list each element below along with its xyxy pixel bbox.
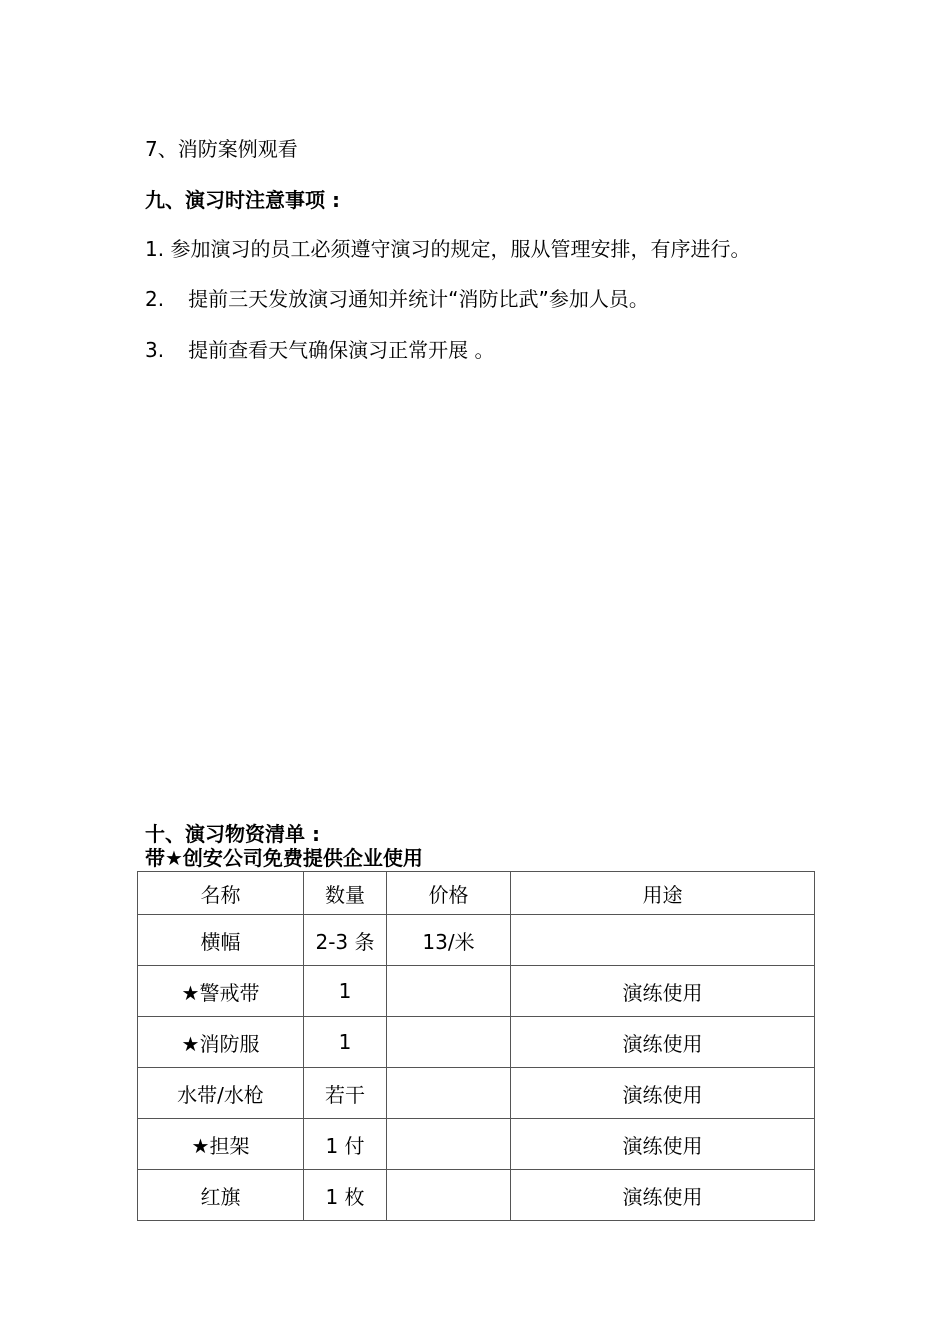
cell-name: 横幅 [138, 915, 304, 966]
cell-quantity: 2-3 条 [304, 915, 387, 966]
table-row [138, 966, 815, 1017]
cell-price [387, 966, 511, 1017]
cell-price [387, 1170, 511, 1221]
cell-usage: 演练使用 [511, 1068, 815, 1119]
header-price: 价格 [387, 872, 511, 915]
cell-usage: 演练使用 [511, 1170, 815, 1221]
table-header-row [138, 872, 815, 915]
header-name: 名称 [138, 872, 304, 915]
header-usage: 用途 [511, 872, 815, 915]
cell-usage: 演练使用 [511, 1017, 815, 1068]
note-number: 1. [145, 237, 165, 261]
note-number: 2. [145, 287, 165, 311]
cell-price: 13/米 [387, 915, 511, 966]
table-row [138, 1017, 815, 1068]
cell-name: ★担架 [138, 1119, 304, 1170]
cell-quantity: 若干 [304, 1068, 387, 1119]
note-text: 提前查看天气确保演习正常开展 。 [188, 338, 495, 362]
cell-name: 红旗 [138, 1170, 304, 1221]
cell-quantity: 1 枚 [304, 1170, 387, 1221]
cell-quantity: 1 付 [304, 1119, 387, 1170]
note-item-2 [145, 287, 649, 311]
section-heading-notes: 九、演习时注意事项 : [145, 188, 340, 212]
list-item-7: 7、消防案例观看 [145, 137, 298, 161]
note-text: 提前三天发放演习通知并统计“消防比武”参加人员。 [188, 287, 649, 311]
materials-table [137, 871, 815, 1221]
materials-subheading: 带★创安公司免费提供企业使用 [145, 846, 423, 870]
cell-name: ★警戒带 [138, 966, 304, 1017]
cell-quantity: 1 [304, 966, 387, 1017]
note-text: 参加演习的员工必须遵守演习的规定，服从管理安排，有序进行。 [170, 237, 751, 261]
cell-price [387, 1068, 511, 1119]
table-row [138, 1068, 815, 1119]
cell-price [387, 1119, 511, 1170]
table-row [138, 1119, 815, 1170]
cell-name: 水带/水枪 [138, 1068, 304, 1119]
cell-usage: 演练使用 [511, 1119, 815, 1170]
cell-quantity: 1 [304, 1017, 387, 1068]
table-row [138, 1170, 815, 1221]
cell-usage [511, 915, 815, 966]
header-quantity: 数量 [304, 872, 387, 915]
section-heading-materials: 十、演习物资清单 : [145, 822, 320, 846]
note-item-3 [145, 338, 494, 362]
cell-usage: 演练使用 [511, 966, 815, 1017]
table-row [138, 915, 815, 966]
note-item-1 [145, 237, 750, 261]
note-number: 3. [145, 338, 165, 362]
cell-name: ★消防服 [138, 1017, 304, 1068]
cell-price [387, 1017, 511, 1068]
